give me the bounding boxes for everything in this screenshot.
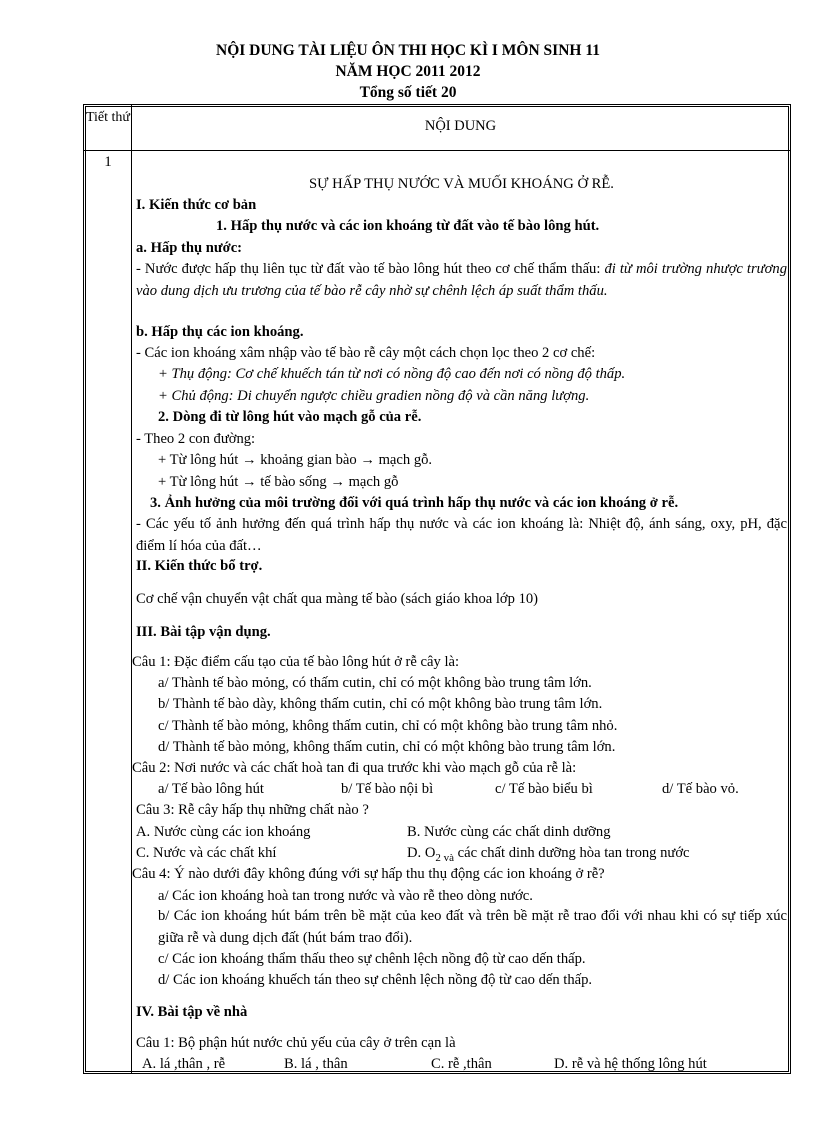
question-2-option-c: c/ Tế bào biểu bì — [495, 781, 593, 797]
question-3: Câu 3: Rễ cây hấp thụ những chất nào ? — [136, 802, 369, 818]
question-1-option-c: c/ Thành tế bào mỏng, không thấm cutin, chỉ có một không bào trung tâm nhỏ. — [158, 718, 618, 734]
homework-option-a: A. lá ,thân , rễ — [142, 1056, 226, 1072]
homework-option-b: B. lá , thân — [284, 1056, 348, 1072]
lesson-title: SỰ HẤP THỤ NƯỚC VÀ MUỐI KHOÁNG Ở RỄ. — [309, 176, 614, 192]
question-3-option-c: C. Nước và các chất khí — [136, 845, 277, 861]
question-2: Câu 2: Nơi nước và các chất hoà tan đi qua trước khi vào mạch gỗ của rễ là: — [132, 760, 577, 776]
active-mechanism: + Chủ động: Di chuyển ngược chiều gradien nồng độ và cần năng lượng. — [158, 388, 590, 404]
column-divider — [131, 104, 132, 1074]
section-basic-knowledge: I. Kiến thức cơ bản — [136, 197, 257, 213]
homework-option-d: D. rễ và hệ thống lông hút — [554, 1056, 707, 1072]
question-2-option-b: b/ Tế bào nội bì — [341, 781, 434, 797]
document-title: NỘI DUNG TÀI LIỆU ÔN THI HỌC KÌ I MÔN SINH 11 — [216, 42, 600, 59]
water-absorption-heading: a. Hấp thụ nước: — [136, 240, 243, 256]
question-4-option-d: d/ Các ion khoáng khuếch tán theo sự chênh lệch nồng độ từ cao dến thấp. — [158, 972, 593, 988]
environment-factors: - Các yếu tố ảnh hưởng đến quá trình hấp thụ nước và các ion khoáng là: Nhiệt độ, ánh sáng, oxy, pH, đặc điểm lí hóa của đất… — [136, 516, 787, 554]
question-3-option-a: A. Nước cùng các ion khoáng — [136, 824, 311, 840]
subsection-flow: 2. Dòng đi từ lông hút vào mạch gỗ của rễ. — [158, 409, 422, 425]
question-3-option-b: B. Nước cùng các chất dinh dưỡng — [407, 824, 611, 840]
header-row-divider — [83, 150, 791, 151]
ion-absorption-heading: b. Hấp thụ các ion khoáng. — [136, 324, 304, 340]
route-one: + Từ lông hút → khoảng gian bào → mạch gỗ. — [158, 452, 433, 468]
question-4: Câu 4: Ý nào dưới đây không đúng với sự hấp thu thụ động các ion khoáng ở rễ? — [132, 866, 605, 882]
question-4-option-a: a/ Các ion khoáng hoà tan trong nước và vào rễ theo dòng nước. — [158, 888, 533, 904]
question-1: Câu 1: Đặc điểm cấu tạo của tế bào lông hút ở rễ cây là: — [132, 654, 460, 670]
question-2-option-a: a/ Tế bào lông hút — [158, 781, 264, 797]
question-4-option-c: c/ Các ion khoáng thẩm thấu theo sự chênh lệch nồng độ từ cao dến thấp. — [158, 951, 586, 967]
total-periods: Tổng số tiết 20 — [359, 84, 457, 101]
homework-option-c: C. rễ ,thân — [431, 1056, 492, 1072]
route-two: + Từ lông hút → tế bào sống → mạch gỗ — [158, 474, 399, 490]
question-1-option-d: d/ Thành tế bào mỏng, không thấm cutin, chỉ có một không bào trung tâm lớn. — [158, 739, 616, 755]
homework-question-1: Câu 1: Bộ phận hút nước chủ yếu của cây ở trên cạn là — [136, 1035, 456, 1051]
subsection-absorption: 1. Hấp thụ nước và các ion khoáng từ đất vào tế bào lông hút. — [216, 218, 600, 234]
question-1-option-b: b/ Thành tế bào dày, không thấm cutin, chỉ có một không bào trung tâm lớn. — [158, 696, 603, 712]
support-knowledge-text: Cơ chế vận chuyển vật chất qua màng tế bào (sách giáo khoa lớp 10) — [136, 591, 539, 607]
route-intro: - Theo 2 con đường: — [136, 431, 256, 447]
question-3-option-d: D. $O_{2 và}$ các chất dinh dưỡng hòa tan trong nước — [407, 845, 690, 864]
section-exercises: III. Bài tập vận dụng. — [136, 624, 271, 640]
column-header-content: NỘI DUNG — [424, 118, 497, 134]
school-year: NĂM HỌC 2011 2012 — [335, 63, 481, 80]
question-2-option-d: d/ Tế bào vỏ. — [662, 781, 739, 797]
column-header-period: Tiết thứ — [85, 110, 131, 125]
question-1-option-a: a/ Thành tế bào mỏng, có thấm cutin, chỉ có một không bào trung tâm lớn. — [158, 675, 592, 691]
passive-mechanism: + Thụ động: Cơ chế khuếch tán từ nơi có nồng độ cao đến nơi có nồng độ thấp. — [158, 366, 626, 382]
section-homework: IV. Bài tập về nhà — [136, 1004, 248, 1020]
water-absorption-text: - Nước được hấp thụ liên tục từ đất vào tế bào lông hút theo cơ chế thẩm thấu: đi từ môi trường nhược trương vào dung dịch ưu trương của tế bào rễ cây nhờ sự chênh lệch áp suất thẩm thấu. — [136, 261, 787, 299]
period-number: 1 — [104, 154, 112, 170]
question-4-option-b: b/ Các ion khoáng hút bám trên bề mặt của keo đất và trên bề mặt rễ trao đổi với nhau khi có sự tiếp xúc giữa rễ và dung dịch đất (hút bám trao đổi). — [158, 908, 787, 946]
section-support-knowledge: II. Kiến thức bổ trợ. — [136, 558, 263, 574]
subsection-environment: 3. Ảnh hưởng của môi trường đối với quá trình hấp thụ nước và các ion khoáng ở rễ. — [150, 495, 679, 511]
ion-absorption-text: - Các ion khoáng xâm nhập vào tế bào rễ cây một cách chọn lọc theo 2 cơ chế: — [136, 345, 596, 361]
